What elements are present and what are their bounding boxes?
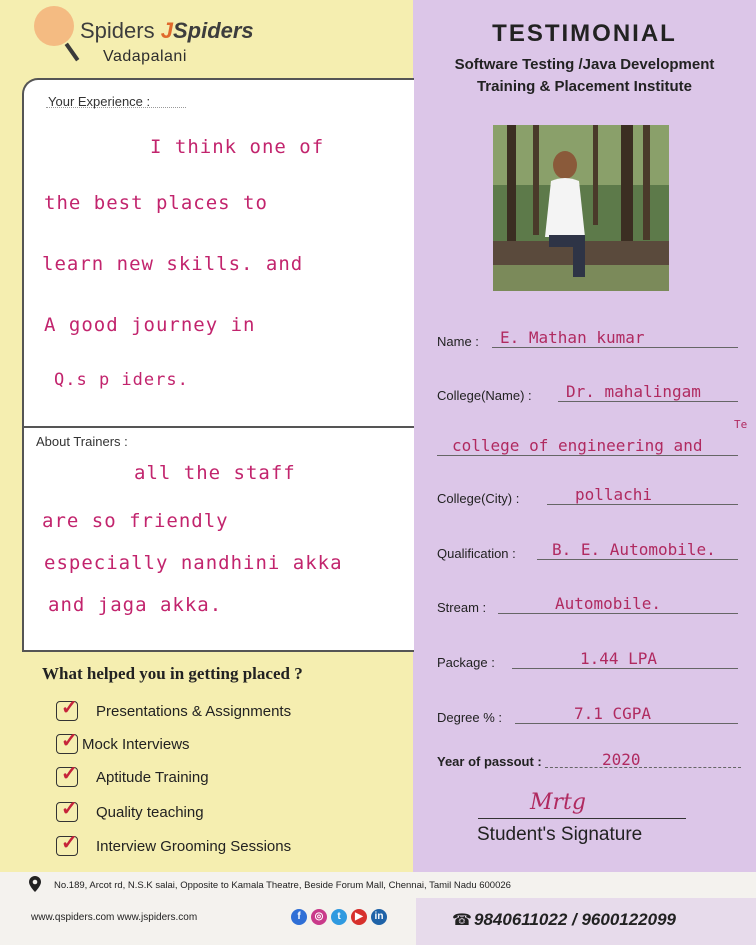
college-city-label: College(City) : — [437, 491, 520, 506]
address: No.189, Arcot rd, N.S.K salai, Opposite to Kamala Theatre, Beside Forum Mall, Chennai, Tamil Nadu 600026 — [54, 880, 511, 891]
name-value: E. Mathan kumar — [500, 328, 645, 347]
trainers-label: About Trainers : — [36, 434, 128, 449]
degree-value: 7.1 CGPA — [574, 704, 652, 723]
checkmark-icon: ✓ — [61, 730, 78, 752]
checkbox-row — [56, 697, 292, 722]
facebook-icon[interactable]: f — [291, 909, 307, 925]
package-label: Package : — [437, 655, 495, 670]
trainers-line-3: especially nandhini akka — [44, 552, 343, 574]
experience-line-1: I think one of — [150, 136, 325, 158]
checkbox[interactable] — [56, 832, 78, 856]
experience-line-2: the best places to — [44, 192, 268, 214]
subtitle-line-2: Training & Placement Institute — [476, 78, 693, 95]
help-title: What helped you in getting placed ? — [42, 664, 303, 683]
year-label: Year of passout : — [437, 754, 542, 769]
college-name-value: Dr. mahalingam — [566, 382, 701, 401]
instagram-icon[interactable]: ◎ — [311, 909, 327, 925]
qualification-label: Qualification : — [437, 546, 516, 561]
college-name-line — [558, 401, 738, 402]
subtitle-line-1: Software Testing /Java Development — [454, 56, 715, 73]
experience-label: Your Experience : — [48, 94, 151, 109]
checkbox[interactable] — [56, 798, 78, 822]
linkedin-icon[interactable]: in — [371, 909, 387, 925]
qspiders-logo-icon — [34, 6, 74, 46]
phone-icon: ☎ — [452, 912, 472, 929]
brand-name: Spiders JSpiders — [80, 18, 254, 43]
name-line — [492, 347, 738, 348]
checkbox-label: Interview Grooming Sessions — [96, 837, 292, 855]
checkbox-label: Quality teaching — [96, 803, 204, 821]
checkmark-icon: ✓ — [61, 697, 78, 719]
trainers-box — [22, 426, 414, 652]
name-label: Name : — [437, 334, 479, 349]
checkbox-label: Aptitude Training — [96, 768, 209, 786]
qualification-value: B. E. Automobile. — [552, 540, 716, 559]
checkbox[interactable] — [56, 730, 78, 754]
checkbox[interactable] — [56, 697, 78, 721]
college-name-value-2: college of engineering and — [452, 436, 703, 455]
college-city-value: pollachi — [575, 485, 653, 504]
trainers-line-4: and jaga akka. — [48, 594, 223, 616]
youtube-icon[interactable]: ▶ — [351, 909, 367, 925]
trainers-line-1: all the staff — [134, 462, 296, 484]
signature-label: Student's Signature — [477, 824, 643, 845]
twitter-icon[interactable]: t — [331, 909, 347, 925]
stream-line — [498, 613, 738, 614]
student-photo — [493, 125, 669, 291]
package-line — [512, 668, 738, 669]
signature-mark: Mrtg — [530, 790, 586, 815]
checkmark-icon: ✓ — [61, 763, 78, 785]
year-line — [545, 767, 741, 768]
experience-line-4: A good journey in — [44, 314, 256, 336]
checkbox-row — [56, 730, 190, 755]
trainers-line-2: are so friendly — [42, 510, 229, 532]
college-name-label: College(Name) : — [437, 388, 532, 403]
label-underline — [46, 107, 186, 108]
websites: www.qspiders.com www.jspiders.com — [31, 912, 198, 923]
stream-label: Stream : — [437, 600, 487, 615]
testimonial-title: TESTIMONIAL — [492, 20, 677, 47]
checkbox-row — [56, 763, 209, 788]
checkmark-icon: ✓ — [61, 832, 78, 854]
checkbox-row — [56, 798, 204, 823]
college-name-margin-note: Te — [734, 418, 748, 431]
package-value: 1.44 LPA — [580, 649, 658, 668]
checkmark-icon: ✓ — [61, 798, 78, 820]
college-city-line — [547, 504, 738, 505]
stream-value: Automobile. — [555, 594, 661, 613]
signature-line — [478, 818, 686, 819]
branch-name: Vadapalani — [103, 48, 187, 65]
degree-line — [515, 723, 738, 724]
degree-label: Degree % : — [437, 710, 503, 725]
year-value: 2020 — [602, 750, 641, 769]
checkbox-row — [56, 832, 292, 857]
qualification-line — [537, 559, 738, 560]
location-pin-icon — [29, 876, 41, 892]
checkbox-label: Presentations & Assignments — [96, 702, 292, 720]
checkbox[interactable] — [56, 763, 78, 787]
college-name-line-2 — [437, 455, 738, 456]
checkbox-label: Mock Interviews — [82, 735, 190, 753]
experience-line-3: learn new skills. and — [42, 253, 304, 275]
experience-line-5: Q.s p iders. — [54, 370, 189, 390]
phone-numbers: 9840611022 / 9600122099 — [474, 910, 676, 929]
